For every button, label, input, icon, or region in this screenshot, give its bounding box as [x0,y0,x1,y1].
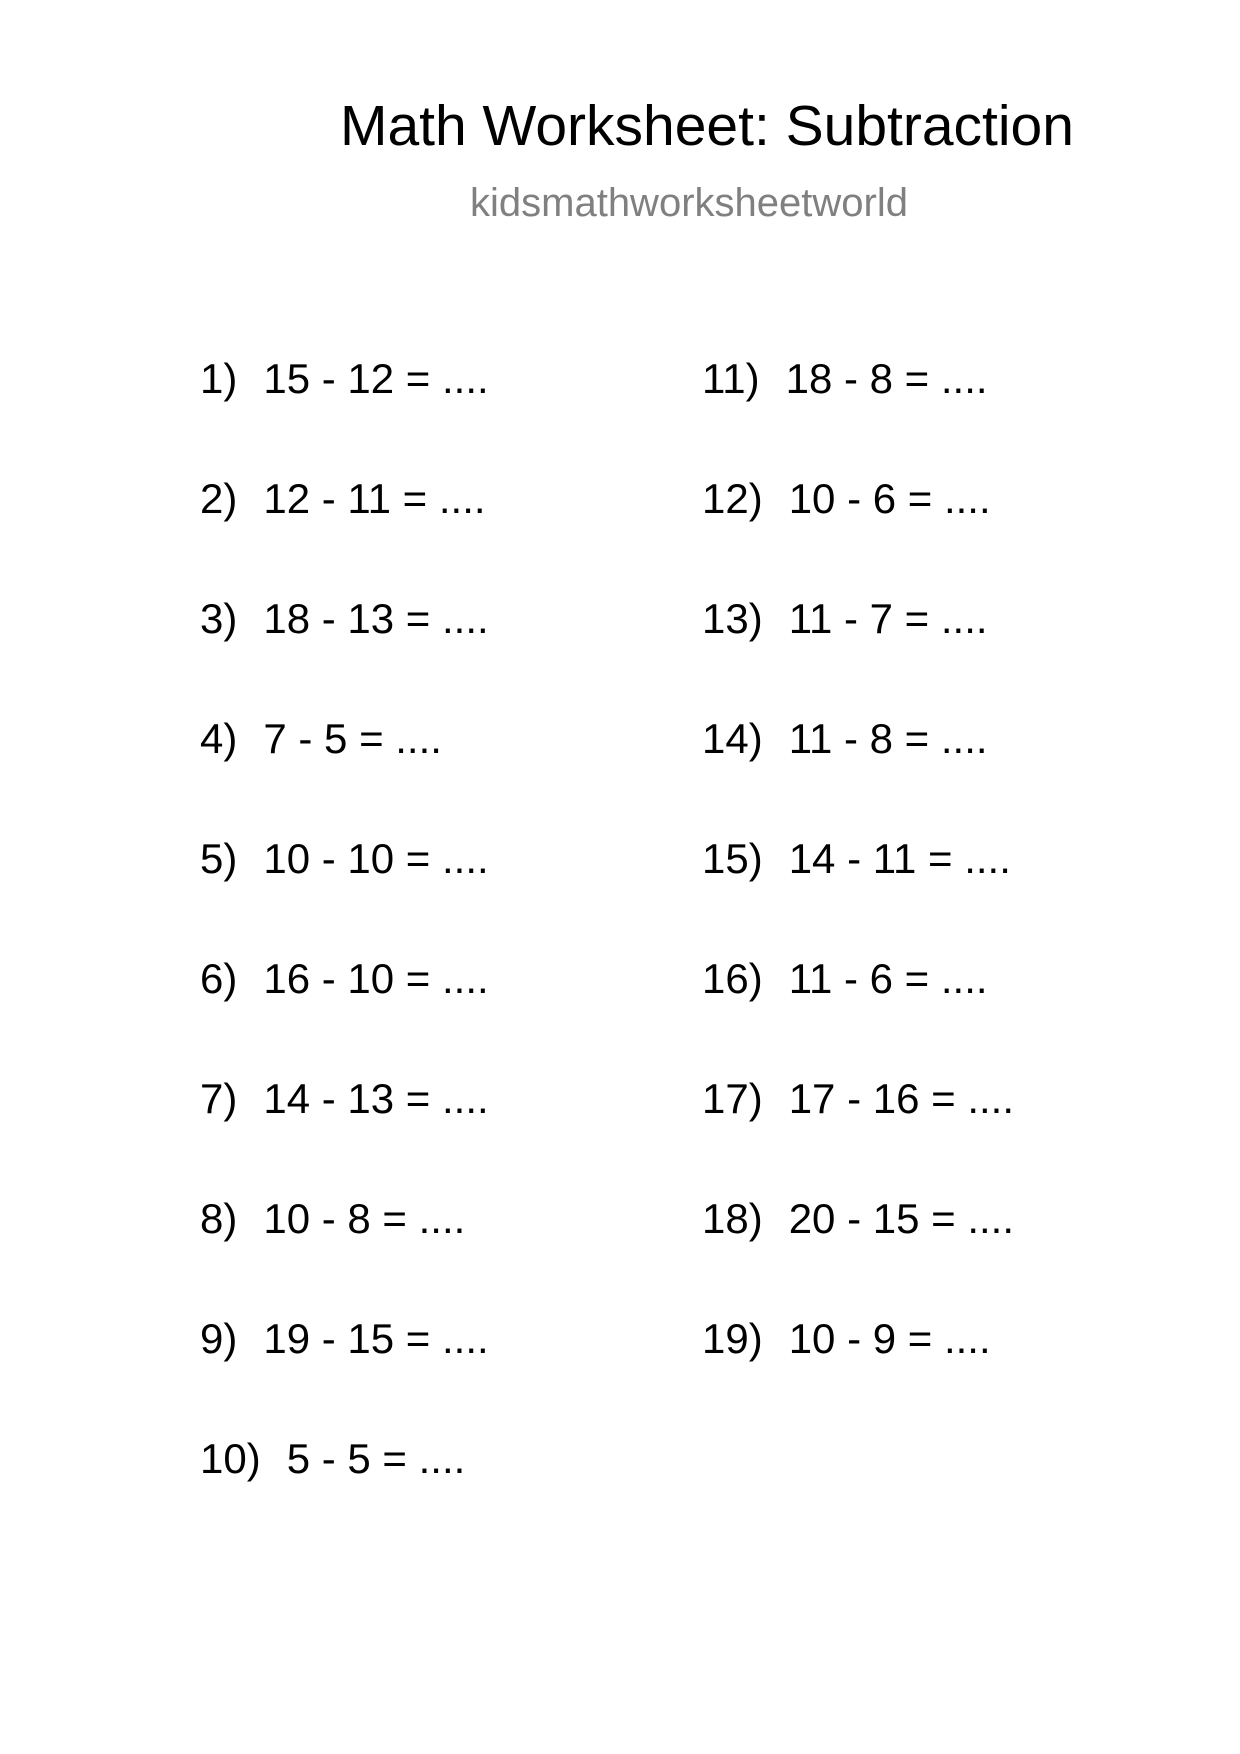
problem-item-13 [702,595,988,642]
problem-item-3 [200,595,489,642]
problem-item-2 [200,475,486,522]
problem-expression: 18 - 13 = .... [263,595,489,642]
worksheet-subtitle: kidsmathworksheetworld [470,181,908,225]
problem-number: 18) [702,1195,763,1242]
problem-expression: 14 - 13 = .... [263,1075,489,1122]
problem-number: 19) [702,1315,763,1362]
problem-item-6 [200,955,489,1002]
problem-expression: 18 - 8 = .... [785,355,988,402]
problem-item-9 [200,1315,489,1362]
problem-expression: 7 - 5 = .... [263,715,442,762]
problem-number: 8) [200,1195,238,1242]
problem-item-5 [200,835,489,882]
problem-item-12 [702,475,991,522]
problem-expression: 11 - 6 = .... [788,955,988,1002]
problem-number: 12) [702,475,763,522]
problem-number: 1) [200,355,238,402]
problem-expression: 11 - 8 = .... [788,715,988,762]
problem-number: 15) [702,835,763,882]
problem-item-7 [200,1075,489,1122]
problem-expression: 14 - 11 = .... [788,835,1011,882]
problem-expression: 15 - 12 = .... [263,355,489,402]
problem-expression: 10 - 6 = .... [788,475,991,522]
problem-expression: 10 - 8 = .... [263,1195,466,1242]
problem-expression: 16 - 10 = .... [263,955,489,1002]
problem-item-16 [702,955,988,1002]
problem-number: 13) [702,595,763,642]
problem-number: 10) [200,1435,261,1482]
problem-item-4 [200,715,442,762]
problem-expression: 19 - 15 = .... [263,1315,489,1362]
problem-number: 4) [200,715,238,762]
problem-number: 5) [200,835,238,882]
problem-item-8 [200,1195,466,1242]
problem-expression: 17 - 16 = .... [788,1075,1015,1122]
problem-expression: 20 - 15 = .... [788,1195,1015,1242]
problem-item-17 [702,1075,1015,1122]
problem-number: 14) [702,715,763,762]
problem-expression: 5 - 5 = .... [286,1435,466,1482]
problem-expression: 10 - 10 = .... [263,835,489,882]
problem-item-15 [702,835,1011,882]
problem-expression: 10 - 9 = .... [788,1315,991,1362]
problem-number: 7) [200,1075,238,1122]
problem-item-19 [702,1315,991,1362]
problem-number: 17) [702,1075,763,1122]
problem-expression: 11 - 7 = .... [788,595,988,642]
problem-item-10 [200,1435,466,1482]
problem-expression: 12 - 11 = .... [263,475,486,522]
problem-item-11 [702,355,988,402]
problem-number: 6) [200,955,238,1002]
problem-item-14 [702,715,988,762]
problem-item-1 [200,355,489,402]
worksheet-title: Math Worksheet: Subtraction [340,94,1074,158]
problem-item-18 [702,1195,1015,1242]
problem-number: 2) [200,475,238,522]
problem-number: 11) [702,355,760,402]
problem-number: 3) [200,595,238,642]
problem-number: 16) [702,955,763,1002]
problem-number: 9) [200,1315,238,1362]
